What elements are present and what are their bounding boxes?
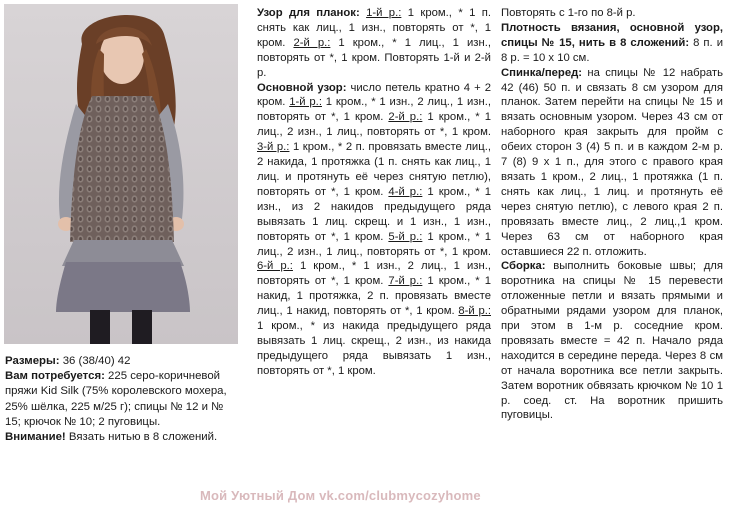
attention-label: Внимание! — [5, 431, 66, 444]
main-row-1-text: 1 кром., * 1 изн., 2 лиц., 1 изн., повторять от *, 1 кром. — [257, 96, 491, 124]
model-photo — [4, 4, 238, 344]
main-row-4-text: 1 кром., * 1 изн., из 2 накидов предыдущего ряда вывязать 1 лиц. скрещ. и 1 изн., 1 изн., повторять от *, 1 кром. — [257, 185, 491, 243]
main-row-2-text: 1 кром., * 1 лиц., 2 изн., 1 лиц., повторять от *, 1 кром. — [257, 111, 491, 139]
main-pattern-paragraph — [257, 81, 491, 379]
placket-row-1-label: 1-й р.: — [366, 7, 402, 19]
sizes-label: Размеры: — [5, 355, 60, 367]
materials-label: Вам потребуется: — [5, 370, 105, 383]
main-row-8-label: 8-й р.: — [458, 305, 491, 318]
main-row-5-text: 1 кром., * 1 лиц., 2 изн., 1 лиц., повторять от *, 1 кром. — [257, 230, 491, 258]
back-front-label: Спинка/перед: — [501, 66, 583, 79]
materials-text: 225 серо-коричневой пряжи Kid Silk (75% королевского мохера, 25% шёлка, 225 м/25 г); спицы № 12 и № 15; крючок № 10; 2 пуговицы. — [5, 370, 227, 428]
materials-paragraph — [5, 369, 237, 430]
main-row-5-label: 5-й р.: — [388, 230, 423, 243]
sizes-line — [5, 354, 237, 369]
density-text: 8 п. и 8 р. = 10 х 10 см. — [501, 36, 723, 64]
placket-pattern-title: Узор для планок: — [257, 7, 360, 19]
main-row-8-text: 1 кром., * из накида предыдущего ряда вывязать 1 лиц. скрещ., 2 изн., из накида предыдущего ряда вывязать 1 изн., повторять от *, 1 кром. — [257, 320, 491, 377]
main-pattern-title: Основной узор: — [257, 81, 347, 94]
main-pattern-intro: число петель кратно 4 + 2 кром. — [257, 81, 491, 109]
main-row-4-label: 4-й р.: — [388, 185, 423, 198]
repeat-line: Повторять с 1-го по 8-й р. — [501, 7, 636, 19]
main-row-1-label: 1-й р.: — [289, 96, 322, 109]
middle-text-column — [257, 6, 491, 379]
attention-line — [5, 430, 237, 445]
placket-row-1-text: 1 кром., * 1 п. снять как лиц., 1 изн., повторять от *, 1 кром. — [257, 7, 491, 49]
watermark-text: Мой Уютный Дом vk.com/clubmycozyhome — [200, 488, 481, 503]
right-text-column — [501, 6, 723, 423]
left-text-column — [5, 354, 237, 445]
main-row-6-label: 6-й р.: — [257, 260, 293, 273]
assembly-paragraph — [501, 259, 723, 423]
assembly-label: Сборка: — [501, 260, 546, 273]
main-row-6-text: 1 кром., * 1 изн., 2 лиц., 1 изн., повторять от *, 1 кром. — [257, 260, 491, 288]
density-label: Плотность вязания, основной узор, спицы № 15, нить в 8 сложений: — [501, 21, 723, 49]
placket-row-2-text: 1 кром., * 1 лиц., 1 изн., повторять от *, 1 кром. Повторять 1-й и 2-й р. — [257, 36, 491, 79]
attention-text: Вязать нитью в 8 сложений. — [65, 431, 218, 444]
placket-pattern-paragraph — [257, 6, 491, 81]
back-front-paragraph — [501, 66, 723, 260]
placket-row-2-label: 2-й р.: — [293, 36, 331, 49]
sizes-text: 36 (38/40) 42 — [59, 355, 131, 367]
main-row-2-label: 2-й р.: — [388, 111, 423, 124]
main-row-3-label: 3-й р.: — [257, 141, 290, 154]
density-paragraph — [501, 21, 723, 66]
assembly-text: выполнить боковые швы; для воротника на спицы № 15 перевести отложенные петли и вязать прямыми и обратными рядами узором для планок, при этом в 1-м р. соседние кром. провязать вместе = 42 п. Начало ряда находится в середине переда. Через 8 см от начала воротника все петли закрыть. Затем воротник обвязать крючком № 10 1 р. соед. ст. На воротник пришить пуговицы. — [501, 260, 723, 422]
main-row-7-text: 1 кром., * 1 накид, 1 протяжка, 2 п. провязать вместе лиц., 1 накид, повторять от *, 1 кром. — [257, 275, 491, 318]
main-row-3-text: 1 кром., * 2 п. провязать вместе лиц., 2 накида, 1 протяжка (1 п. снять как лиц., 1 лиц. и протянуть её через снятую петлю), повторять от *, 1 кром. — [257, 141, 491, 198]
back-front-text: на спицы № 12 набрать 42 (46) 50 п. и связать 8 см узором для планок. Затем перейти на спицы № 15 и вязать основным узором. Через 43 см от наборного края закрыть для пройм с обеих сторон 3 (4) 5 п. и в каждом 2-м р. 7 (8) 9 х 1 п., для этого с правого края вязать 1 кром., 2 лиц., 1 протяжка (1 п. снять как лиц., 1 лиц. и протянуть её через снятую петлю), с левого края 2 п. провязать вместе лиц., 2 лиц.,1 кром. Через 63 см от наборного края оставшиеся 22 п. отложить. — [501, 66, 723, 258]
main-row-7-label: 7-й р.: — [388, 275, 423, 288]
